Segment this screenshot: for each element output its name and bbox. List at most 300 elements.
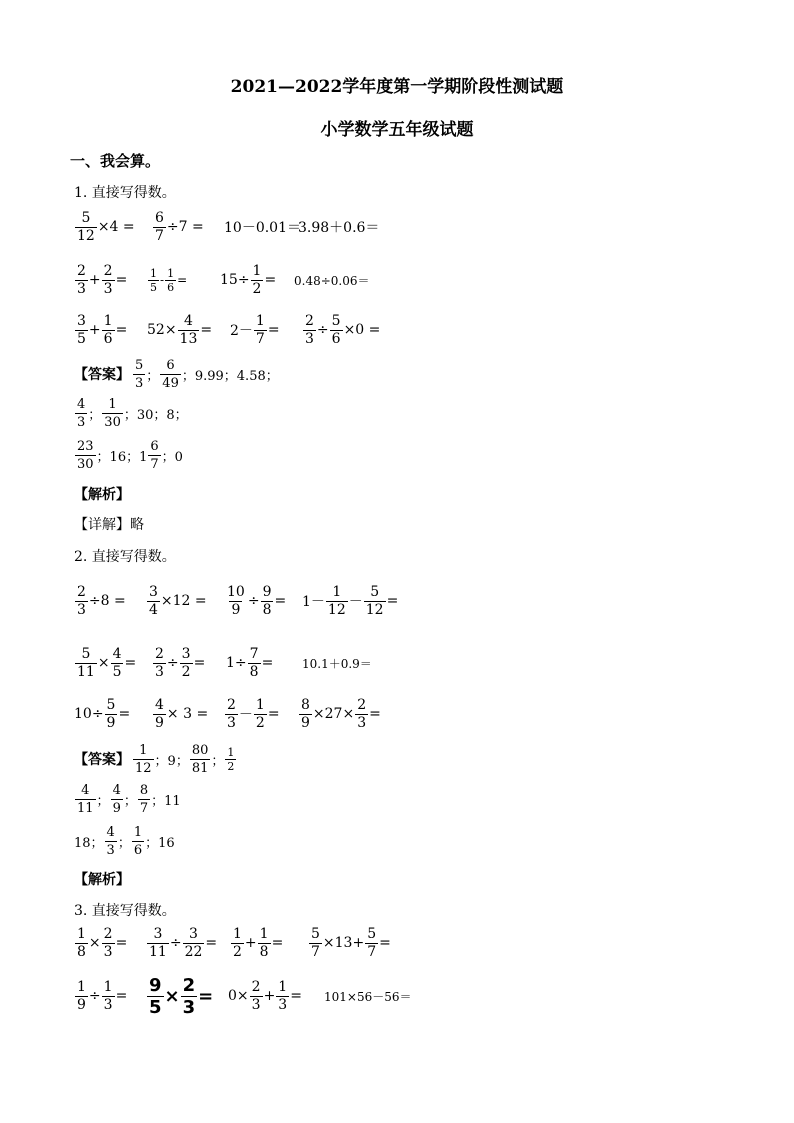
- fraction-denominator: 7: [150, 456, 159, 472]
- expression-text: +: [88, 322, 101, 338]
- fraction: [261, 584, 274, 619]
- expression-text: =: [271, 935, 284, 951]
- fraction-denominator: 9: [231, 601, 241, 618]
- math-expression: [224, 694, 280, 734]
- expression-text: ；0: [161, 449, 183, 465]
- fraction-numerator: 2: [77, 583, 86, 600]
- fraction-denominator: 8: [77, 943, 86, 960]
- fraction-numerator: 1: [259, 925, 269, 942]
- question-2-row-2: [74, 643, 774, 683]
- fraction: [75, 646, 97, 681]
- fraction-denominator: 30: [104, 414, 121, 430]
- fraction-numerator: 1: [103, 978, 113, 995]
- math-expression: [146, 581, 207, 621]
- fraction-numerator: 9: [149, 974, 162, 996]
- expression-text: =: [274, 593, 287, 609]
- fraction-numerator: 1: [233, 925, 242, 942]
- expression-text: ÷7 =: [166, 219, 204, 235]
- fraction-numerator: 5: [367, 925, 377, 942]
- expression-text: ÷8 =: [88, 593, 126, 609]
- fraction-denominator: 12: [365, 601, 384, 618]
- fraction: [75, 313, 88, 348]
- expression-text: ÷: [166, 655, 179, 671]
- question-1-row-2: [74, 260, 774, 300]
- fraction: [303, 313, 316, 348]
- fraction-denominator: 5: [112, 663, 122, 680]
- math-expression: [302, 581, 398, 621]
- question-2-answer-line-1: [74, 739, 237, 779]
- fraction-numerator: 2: [103, 262, 113, 279]
- expression-text: 10÷: [74, 706, 104, 722]
- fraction-numerator: 5: [311, 925, 320, 942]
- expression-text: =: [118, 706, 131, 722]
- fraction-denominator: 12: [327, 601, 346, 618]
- fraction-denominator: 9: [77, 996, 86, 1013]
- fraction-numerator: 1: [133, 824, 143, 840]
- expression-text: +: [244, 935, 257, 951]
- fraction-numerator: 1: [150, 266, 157, 280]
- fraction-denominator: 3: [106, 842, 115, 858]
- fraction: [364, 584, 386, 619]
- fraction: [102, 313, 115, 348]
- fraction: [309, 926, 322, 961]
- math-expression: [152, 207, 204, 247]
- fraction-denominator: 7: [255, 330, 265, 347]
- fraction-numerator: 2: [357, 696, 367, 713]
- expression-text: =: [193, 655, 206, 671]
- math-expression: [308, 923, 391, 963]
- expression-text: ；11: [151, 793, 181, 809]
- math-expression: [298, 207, 379, 247]
- fraction-numerator: 1: [278, 978, 288, 995]
- fraction-denominator: 9: [155, 714, 164, 731]
- expression-text: ；: [117, 835, 131, 851]
- math-expression: [146, 976, 213, 1016]
- fraction-denominator: 13: [179, 330, 198, 347]
- fraction: [183, 926, 205, 961]
- fraction: [138, 782, 150, 817]
- fraction: [355, 697, 368, 732]
- math-expression: [74, 694, 130, 734]
- question-2-answer-line-2: [74, 779, 181, 819]
- fraction-denominator: 11: [77, 663, 95, 680]
- fraction: [299, 697, 312, 732]
- question-2-row-1: [74, 581, 774, 621]
- fraction-numerator: 3: [181, 645, 191, 662]
- fraction-denominator: 7: [139, 800, 149, 816]
- fraction-denominator: 49: [162, 375, 179, 391]
- fraction-denominator: 5: [150, 280, 157, 294]
- fraction-numerator: 4: [81, 782, 90, 798]
- question-2-answer-line-3: [74, 821, 175, 861]
- expression-text: 0.48÷0.06＝: [294, 273, 370, 288]
- expression-text: ；9；: [154, 753, 189, 769]
- math-expression: [152, 694, 208, 734]
- fraction-numerator: 3: [189, 925, 198, 942]
- expression-text: =: [264, 272, 277, 288]
- expression-text: 15÷: [220, 272, 250, 288]
- page-subtitle: 小学数学五年级试题: [320, 120, 474, 140]
- fraction-numerator: 5: [81, 209, 91, 226]
- fraction-numerator: 6: [166, 357, 175, 373]
- fraction: [75, 979, 88, 1014]
- expression-text: =: [200, 322, 213, 338]
- fraction-numerator: 23: [77, 438, 94, 454]
- expression-text: ÷: [247, 593, 260, 609]
- expression-text: 10.1＋0.9＝: [302, 656, 372, 671]
- expression-text: 1－: [302, 594, 325, 610]
- fraction-numerator: 1: [255, 312, 265, 329]
- fraction-denominator: 9: [112, 800, 121, 816]
- expression-text: =: [115, 272, 128, 288]
- fraction-numerator: 2: [227, 696, 236, 713]
- math-expression: [147, 310, 212, 350]
- expression-text: 18；: [74, 835, 104, 851]
- expression-text: ×12 =: [160, 593, 207, 609]
- fraction-numerator: 2: [103, 925, 113, 942]
- fraction: [147, 584, 160, 619]
- fraction-denominator: 2: [227, 759, 235, 773]
- question-3-row-1: [74, 923, 774, 963]
- fraction: [75, 396, 87, 431]
- fraction: [250, 979, 263, 1014]
- fraction: [178, 313, 200, 348]
- expression-text: ×: [164, 985, 180, 1007]
- fraction-denominator: 7: [155, 227, 164, 244]
- expression-text: ；16；1: [96, 449, 148, 465]
- math-expression: [230, 923, 283, 963]
- math-expression: [224, 581, 286, 621]
- fraction-denominator: 7: [311, 943, 320, 960]
- fraction: [75, 210, 97, 245]
- fraction: [153, 646, 166, 681]
- fraction-denominator: 3: [357, 714, 367, 731]
- expression-text: ×0 =: [343, 322, 381, 338]
- math-expression: [294, 260, 370, 300]
- fraction-numerator: 4: [184, 312, 193, 329]
- fraction: [102, 396, 123, 431]
- fraction-numerator: 3: [149, 583, 158, 600]
- section-heading: 一、我会算。: [70, 152, 161, 170]
- fraction: [75, 438, 96, 473]
- fraction: [75, 926, 88, 961]
- fraction-denominator: 8: [259, 943, 269, 960]
- fraction-denominator: 3: [227, 714, 236, 731]
- math-expression: [74, 923, 127, 963]
- fraction: [148, 438, 160, 473]
- math-expression: [146, 923, 217, 963]
- expression-text: ×: [88, 935, 101, 951]
- question-1-row-3: [74, 310, 774, 350]
- fraction-denominator: 6: [103, 330, 113, 347]
- math-expression: [226, 643, 273, 683]
- fraction-numerator: 3: [153, 925, 163, 942]
- fraction-numerator: 1: [332, 583, 342, 600]
- math-expression: [74, 310, 127, 350]
- fraction-denominator: 3: [135, 375, 144, 391]
- math-expression: [152, 643, 205, 683]
- fraction: [111, 782, 123, 817]
- expression-text: =: [290, 988, 302, 1004]
- expression-text: =: [386, 593, 399, 609]
- fraction: [258, 926, 271, 961]
- fraction-denominator: 22: [184, 943, 203, 960]
- fraction: [111, 646, 124, 681]
- fraction-numerator: 5: [81, 645, 91, 662]
- expression-text: ×13+: [322, 935, 365, 951]
- expression-text: 52×: [147, 322, 177, 338]
- fraction-denominator: 3: [77, 601, 86, 618]
- question-1-answer-line-2: [74, 393, 188, 433]
- fraction: [102, 926, 115, 961]
- fraction: [75, 782, 96, 817]
- expression-text: ；16: [145, 835, 175, 851]
- fraction-denominator: 30: [77, 456, 94, 472]
- expression-text: ×4 =: [97, 219, 135, 235]
- math-expression: [74, 581, 126, 621]
- fraction: [102, 979, 115, 1014]
- fraction-denominator: 3: [103, 996, 113, 1013]
- fraction-denominator: 3: [77, 414, 86, 430]
- fraction: [133, 357, 145, 392]
- fraction-denominator: 4: [149, 601, 158, 618]
- fraction-denominator: 9: [106, 714, 116, 731]
- fraction-numerator: 8: [139, 782, 149, 798]
- question-1-label: 1. 直接写得数。: [74, 185, 176, 201]
- fraction-denominator: 3: [305, 330, 314, 347]
- fraction-numerator: 1: [255, 696, 265, 713]
- fraction-numerator: 5: [135, 357, 144, 373]
- fraction-numerator: 6: [155, 209, 164, 226]
- fraction-denominator: 12: [135, 760, 152, 776]
- question-3-label: 3. 直接写得数。: [74, 903, 176, 919]
- fraction: [180, 646, 193, 681]
- question-2-label: 2. 直接写得数。: [74, 549, 176, 565]
- fraction: [254, 313, 267, 348]
- math-expression: [324, 976, 412, 1016]
- expression-text: 3.98＋0.6＝: [298, 220, 380, 236]
- expression-text: =: [124, 655, 137, 671]
- fraction-numerator: 5: [331, 312, 341, 329]
- fraction-numerator: 2: [155, 645, 164, 662]
- math-expression: [74, 976, 127, 1016]
- math-expression: [74, 260, 127, 300]
- fraction-numerator: 2: [251, 978, 261, 995]
- fraction-numerator: 9: [262, 583, 272, 600]
- fraction-denominator: 11: [149, 943, 167, 960]
- expression-text: ×27×: [312, 706, 355, 722]
- fraction-denominator: 9: [301, 714, 310, 731]
- expression-text: ÷: [169, 935, 182, 951]
- expression-text: × 3 =: [166, 706, 209, 722]
- fraction-denominator: 6: [331, 330, 341, 347]
- fraction: [231, 926, 244, 961]
- page-title: 2021—2022学年度第一学期阶段性测试题: [230, 77, 564, 97]
- fraction: [160, 357, 181, 392]
- fraction: [251, 263, 264, 298]
- expression-text: －: [348, 594, 363, 610]
- fraction-denominator: 3: [155, 663, 164, 680]
- question-1-answer-line-3: [74, 435, 183, 475]
- expression-text: =: [115, 322, 128, 338]
- math-expression: [298, 694, 381, 734]
- question-1-row-1: [74, 207, 774, 247]
- fraction-numerator: 4: [112, 645, 122, 662]
- fraction-numerator: 1: [77, 978, 86, 995]
- fraction-denominator: 12: [77, 227, 95, 244]
- fraction: [225, 746, 236, 773]
- expression-text: 2－: [230, 323, 253, 339]
- math-expression: [230, 310, 280, 350]
- fraction-numerator: 2: [305, 312, 314, 329]
- math-expression: [228, 976, 302, 1016]
- expression-text: 10－0.01＝: [224, 220, 301, 236]
- fraction-denominator: 5: [149, 996, 162, 1018]
- expression-text: ×: [97, 655, 110, 671]
- fraction: [165, 267, 176, 294]
- fraction-numerator: 4: [155, 696, 164, 713]
- fraction: [147, 926, 169, 961]
- question-2-analysis-tag: 【解析】: [74, 872, 130, 888]
- expression-text: ；: [88, 407, 102, 423]
- expression-text: +: [88, 272, 101, 288]
- fraction: [133, 742, 154, 777]
- expression-text: =: [267, 706, 280, 722]
- fraction-numerator: 8: [301, 696, 310, 713]
- expression-text: =: [115, 988, 128, 1004]
- expression-text: =: [267, 322, 280, 338]
- fraction: [102, 263, 115, 298]
- fraction-denominator: 8: [249, 663, 259, 680]
- fraction-numerator: 1: [139, 742, 148, 758]
- question-1-answer-line-1: [74, 354, 279, 394]
- fraction-numerator: 10: [227, 583, 245, 600]
- fraction-denominator: 3: [278, 996, 288, 1013]
- fraction: [153, 210, 166, 245]
- fraction-numerator: 4: [77, 396, 86, 412]
- fraction-denominator: 2: [255, 714, 265, 731]
- expression-text: ；: [146, 368, 160, 384]
- fraction-denominator: 7: [367, 943, 377, 960]
- fraction: [148, 267, 159, 294]
- fraction: [330, 313, 343, 348]
- fraction-denominator: 2: [233, 943, 242, 960]
- fraction: [181, 975, 198, 1018]
- fraction-numerator: 2: [77, 262, 86, 279]
- fraction-denominator: 2: [181, 663, 191, 680]
- fraction-denominator: 3: [182, 996, 196, 1018]
- fraction: [248, 646, 261, 681]
- fraction-denominator: 11: [77, 800, 94, 816]
- fraction-denominator: 6: [167, 280, 175, 294]
- fraction: [225, 584, 247, 619]
- fraction: [326, 584, 348, 619]
- expression-text: =: [369, 706, 381, 722]
- fraction: [132, 824, 144, 859]
- fraction: [75, 263, 88, 298]
- fraction-numerator: 1: [252, 262, 262, 279]
- fraction-denominator: 2: [252, 280, 262, 297]
- math-expression: [224, 207, 301, 247]
- question-1-analysis-tag: 【解析】: [74, 487, 130, 503]
- expression-text: ÷: [316, 322, 329, 338]
- expression-text: ；: [211, 753, 225, 769]
- math-expression: [74, 207, 135, 247]
- fraction-numerator: 2: [182, 974, 196, 996]
- expression-text: =: [177, 273, 188, 287]
- fraction-numerator: 6: [150, 438, 159, 454]
- expression-text: －: [238, 707, 253, 723]
- math-expression: [302, 643, 372, 683]
- fraction-denominator: 3: [103, 280, 113, 297]
- question-1-detail: 【详解】略: [74, 517, 144, 533]
- fraction-denominator: 3: [251, 996, 261, 1013]
- fraction-denominator: 3: [77, 280, 86, 297]
- fraction: [254, 697, 267, 732]
- fraction-numerator: 1: [103, 312, 113, 329]
- math-expression: [302, 310, 380, 350]
- fraction: [105, 824, 117, 859]
- expression-text: =: [115, 935, 128, 951]
- fraction-numerator: 1: [227, 745, 235, 759]
- expression-text: -: [160, 273, 165, 287]
- fraction-numerator: 5: [370, 583, 380, 600]
- fraction-numerator: 1: [167, 266, 175, 280]
- fraction: [225, 697, 238, 732]
- fraction-denominator: 81: [191, 760, 209, 776]
- fraction: [365, 926, 378, 961]
- fraction-numerator: 80: [191, 742, 209, 758]
- answer-tag: 【答案】: [74, 752, 130, 768]
- fraction: [276, 979, 289, 1014]
- expression-text: =: [198, 985, 214, 1007]
- fraction-numerator: 4: [112, 782, 121, 798]
- fraction: [153, 697, 166, 732]
- expression-text: ；9.99；4.58；: [181, 368, 279, 384]
- fraction-denominator: 6: [133, 842, 143, 858]
- expression-text: =: [379, 935, 391, 951]
- fraction-numerator: 4: [106, 824, 115, 840]
- math-expression: [74, 643, 136, 683]
- question-3-row-2: [74, 976, 774, 1016]
- fraction: [147, 975, 164, 1018]
- expression-text: ÷: [88, 988, 101, 1004]
- answer-tag: 【答案】: [74, 367, 130, 383]
- question-2-row-3: [74, 694, 774, 734]
- expression-text: =: [205, 935, 218, 951]
- fraction-numerator: 1: [108, 396, 117, 412]
- expression-text: ；: [96, 793, 110, 809]
- fraction: [105, 697, 118, 732]
- fraction: [190, 742, 211, 777]
- expression-text: ；: [123, 793, 137, 809]
- fraction-denominator: 5: [77, 330, 86, 347]
- expression-text: 1÷: [226, 655, 247, 671]
- fraction-denominator: 8: [262, 601, 272, 618]
- expression-text: 0×: [228, 988, 249, 1004]
- expression-text: 101×56－56＝: [324, 989, 412, 1004]
- fraction: [75, 584, 88, 619]
- fraction-denominator: 3: [103, 943, 113, 960]
- expression-text: ；30；8；: [123, 407, 188, 423]
- fraction-numerator: 5: [106, 696, 116, 713]
- math-expression: [147, 260, 187, 300]
- fraction-numerator: 1: [77, 925, 86, 942]
- expression-text: +: [263, 988, 276, 1004]
- math-expression: [220, 260, 276, 300]
- fraction-numerator: 7: [249, 645, 259, 662]
- expression-text: =: [261, 655, 274, 671]
